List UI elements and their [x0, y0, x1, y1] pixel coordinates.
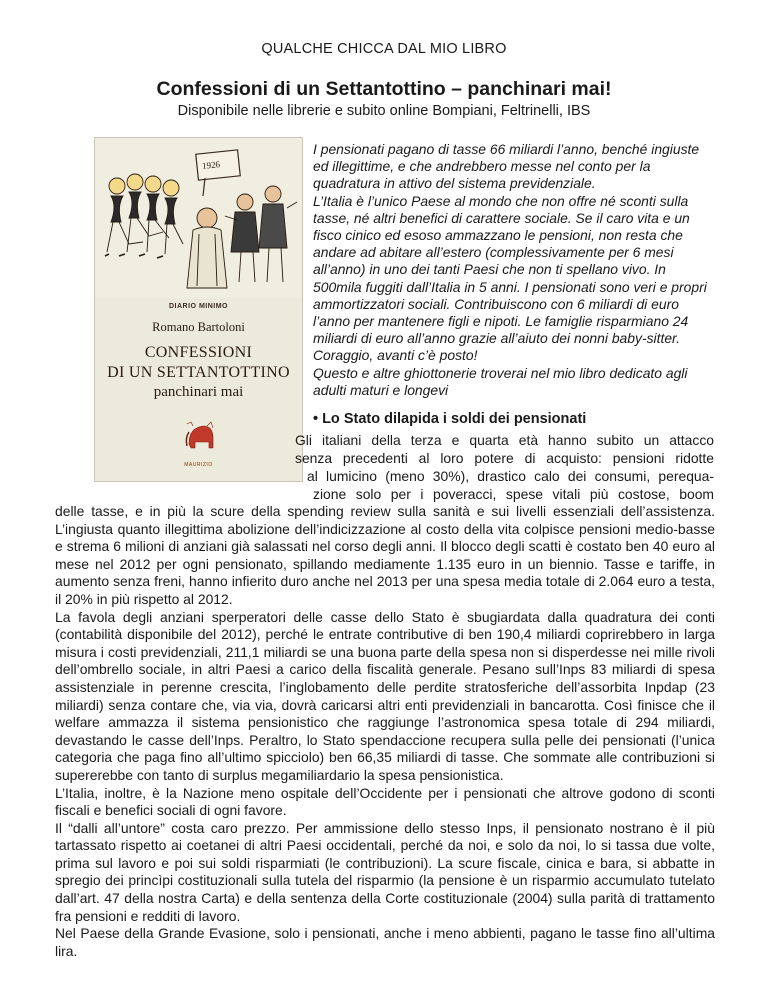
section-heading-text: Lo Stato dilapida i soldi dei pensionati — [322, 411, 587, 427]
cover-title-line2: DI UN SETTANTOTTINO — [107, 364, 290, 381]
cover-author: Romano Bartoloni — [152, 320, 245, 334]
intro-paragraph-3: Questo e altre ghiottonerie troverai nel mio libro dedicato agli adulti maturi e longevi — [313, 364, 688, 398]
kicker: QUALCHE CHICCA DAL MIO LIBRO — [261, 41, 507, 57]
paragraph-1-continued: delle tasse, e in più la scure della spending review sulla sanità e sui livelli essenziali dell’assistenza. L’ingiusta quanto illegittima abolizione dell’indicizzazione al costo della vita colpisce pensioni medio-basse e strema 6 milioni di anziani già salassati nel corso degli anni. Il blocco degli scatti è costato ben 40 euro al mese nel 2012 per ogni pensionato, spillando mediamente 1.135 euro in un biennio. Tasse e tariffe, in aumento senza freni, hanno infierito duro anche nel 2013 per una spesa media totale di 2.064 euro a testa, il 20% in più rispetto al 2012. — [55, 503, 715, 607]
paragraph-5: Nel Paese della Grande Evasione, solo i pensionati, anche i meno abbienti, pagano le tasse fino all’ultima lira. — [55, 925, 715, 959]
wrapped-line: zione solo per i poveracci, spese vitali più costose, boom — [313, 486, 714, 502]
wrapped-lines — [295, 431, 714, 503]
paragraph-3: L’Italia, inoltre, è la Nazione meno ospitale dell’Occidente per i pensionati che altrove godono di sconti fiscali e benefici sociali di ogni favore. — [55, 784, 715, 819]
paragraph-4: Il “dalli all’untore” costa caro prezzo. Per ammissione dello stesso Inps, il pensionato nostrano è il più tartassato rispetto ai coetanei di altri Paesi occidentali, perché da noi, e solo da noi, lo si tassa due volte, prima sul lavoro e poi sui soldi risparmiati (le contribuzioni). La scure fiscale, cinica e bara, si abbatte in spregio dei princìpi costituzionali sulla tutela del risparmio (la pensione è un risparmio accumulato tutelato dall’art. 47 della nostra Carta) e della sentenza della Corte costituzionale (2004) sulla parità di trattamento fra pensioni e redditi di lavoro. — [55, 819, 715, 924]
book-cover — [94, 137, 303, 482]
section-heading — [313, 411, 586, 427]
cover-series: DIARIO MINIMO — [169, 303, 228, 310]
page-title: Confessioni di un Settantottino – panchinari mai! — [156, 78, 612, 100]
cover-title-line3: panchinari mai — [153, 384, 244, 400]
intro-paragraph-2: L’Italia è l’unico Paese al mondo che non offre né sconti sulla tasse, né altri benefici di carattere sociale. Se il caro vita e un fisco cinico ed esoso ammazzano le pensioni, non resta che andare ad abitare all’estero (complessivamente per 6 mesi all’anno) in uno dei tanti Paesi che non ti spellano vivo. In 500mila fuggiti dall’Italia in 5 anni. I pensionati sono veri e propri ammortizzatori sociali. Contribuiscono con 6 miliardi di euro l’anno per mantenere figli e nipoti. Le famiglie risparmiano 24 miliardi di euro all’anno grazie all’aiuto dei nonni baby-sitter. Coraggio, avanti c’è posto! — [313, 192, 707, 364]
cover-publisher: MAURIZIO — [184, 462, 213, 468]
intro-paragraph-1: I pensionati pagano di tasse 66 miliardi l’anno, benché ingiuste ed illegittime, e che andrebbero messe nel conto per la quadratura in attivo del sistema previdenziale. — [313, 141, 700, 192]
publisher-logo — [186, 422, 213, 448]
intro-text — [313, 141, 713, 399]
paragraph-2: La favola degli anziani sperperatori delle casse dello Stato è sbugiardata dalla quadratura dei conti (contabilità disponibile del 2012), perché le entrate contributive di ben 190,4 miliardi coprirebbero in larga misura i costi previdenziali, 211,1 miliardi se una buona parte della spesa non si disperdesse nei mille rivoli dell’ombrello sociale, in altri Paesi a carico della fiscalità generale. Pesano sull’Inps 83 miliardi di spesa assistenziale in perenne crescita, l’inglobamento delle perdite stratosferiche dell’assorbita Inpdap (23 miliardi) senza contare che, via via, dovrà caricarsi altri enti previdenziali in bancarotta. Così finisce che il welfare ammazza il sistema pensionistico che raggiunge l’astronomica spesa totale di 294 miliardi, devastando le casse dell’Inps. Peraltro, lo Stato spendaccione recupera sulla pelle dei pensionati (l’unica categoria che paga fino all’ultimo spicciolo) ben 66,35 miliardi di tasse. Che sommate alle contribuzioni si supererebbe con tanto di surplus megamiliardario la spesa pensionistica. — [55, 608, 715, 783]
wrapped-line: Gli italiani della terza e quarta età hanno subito un attacco — [295, 432, 714, 448]
cover-title-line1: CONFESSIONI — [144, 344, 253, 361]
cover-sign-text: 1926 — [201, 159, 221, 171]
page-subtitle: Disponibile nelle librerie e subito online Bompiani, Feltrinelli, IBS — [177, 103, 591, 119]
article-body — [55, 503, 715, 960]
bullet: • — [313, 411, 319, 427]
wrapped-line: al lumicino (meno 30%), drastico calo dei consumi, perequa- — [307, 468, 714, 484]
wrapped-line: senza precedenti al loro potere di acquisto: pensioni ridotte — [295, 450, 714, 466]
